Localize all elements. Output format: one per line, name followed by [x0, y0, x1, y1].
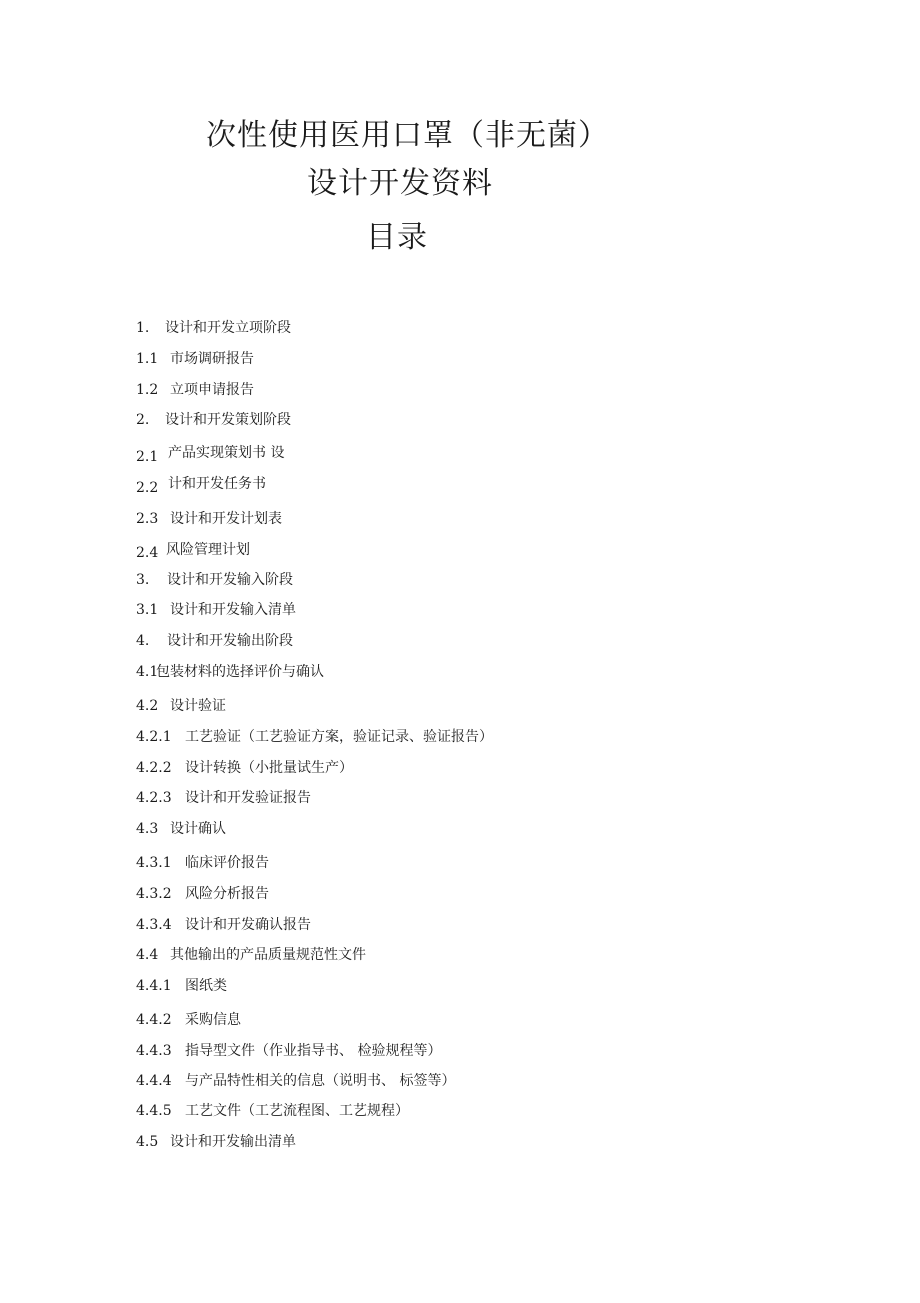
toc-entry [136, 915, 311, 935]
table-of-contents [136, 0, 836, 1303]
toc-entry-number: 2.3 [136, 511, 159, 527]
toc-entry-number: 4.4.3 [136, 1043, 172, 1059]
toc-entry-text: 设计和开发验证报告 [185, 790, 311, 806]
toc-entry [136, 474, 266, 498]
toc-entry-text: 设计和开发策划阶段 [165, 412, 291, 428]
toc-entry-number: 4.5 [136, 1134, 159, 1150]
toc-entry-text: 设计和开发输出阶段 [167, 633, 293, 649]
toc-entry-text: 设计和开发确认报告 [185, 917, 311, 933]
toc-entry-text: 其他输出的产品质量规范性文件 [170, 947, 366, 963]
document-title: 次性使用医用口罩（非无菌） [206, 118, 609, 153]
toc-entry-text: 设计和开发输入阶段 [167, 572, 293, 588]
toc-entry-text: 临床评价报告 [185, 855, 269, 871]
toc-entry-number: 3.1 [136, 602, 159, 618]
toc-entry-text: 设计和开发输入清单 [170, 602, 296, 618]
toc-entry [136, 1071, 455, 1091]
toc-entry-number: 4.4.4 [136, 1073, 172, 1089]
toc-entry [136, 380, 254, 400]
toc-entry [136, 1010, 241, 1030]
toc-entry-number: 4.2.1 [136, 729, 172, 745]
toc-entry-number: 4.4.2 [136, 1012, 172, 1028]
toc-entry-text: 风险管理计划 [166, 542, 250, 558]
toc-entry [136, 443, 284, 467]
toc-entry-text: 设计和开发立项阶段 [165, 320, 291, 336]
toc-entry [136, 945, 366, 965]
toc-entry-number: 1. [136, 320, 150, 336]
toc-entry-number: 2.2 [136, 480, 159, 496]
toc-entry-text: 与产品特性相关的信息（说明书、 标签等） [185, 1073, 456, 1089]
toc-entry [136, 631, 293, 651]
toc-entry [136, 662, 324, 682]
toc-entry-number: 4.3 [136, 821, 159, 837]
toc-entry-text: 设计和开发计划表 [170, 511, 282, 527]
toc-entry [136, 696, 226, 716]
toc-entry [136, 349, 254, 369]
toc-entry-number: 4.3.2 [136, 886, 172, 902]
toc-entry [136, 540, 250, 563]
toc-entry [136, 1132, 296, 1152]
toc-entry-number: 2. [136, 412, 150, 428]
toc-entry [136, 727, 493, 747]
document-subtitle: 设计开发资料 [307, 166, 493, 201]
toc-entry-text: 工艺验证（工艺验证方案，验证记录、验证报告） [185, 729, 493, 745]
toc-entry-number: 4.3.1 [136, 855, 172, 871]
toc-entry [136, 976, 227, 996]
toc-entry-number: 1.1 [136, 351, 159, 367]
toc-entry-text: 市场调研报告 [170, 351, 254, 367]
toc-entry-number: 4.4.1 [136, 978, 172, 994]
toc-entry-number: 4.3.4 [136, 917, 172, 933]
toc-entry [136, 410, 291, 430]
toc-entry-number: 4.1 [136, 664, 159, 680]
toc-entry-text: 包装材料的选择评价与确认 [156, 664, 324, 680]
toc-entry [136, 509, 282, 529]
toc-entry-text: 设计验证 [170, 698, 226, 714]
toc-entry [136, 819, 226, 839]
toc-entry-number: 4.2.3 [136, 790, 172, 806]
toc-entry-number: 4.2 [136, 698, 159, 714]
toc-entry-text: 指导型文件（作业指导书、 检验规程等） [185, 1043, 442, 1059]
toc-entry-text: 产品实现策划书 设 [168, 445, 285, 461]
toc-entry-text: 设计确认 [170, 821, 226, 837]
toc-entry [136, 788, 311, 808]
toc-entry-number: 2.4 [136, 545, 159, 561]
toc-entry-text: 设计转换（小批量试生产） [185, 760, 353, 776]
toc-entry-text: 计和开发任务书 [168, 476, 266, 492]
toc-entry-number: 4. [136, 633, 150, 649]
toc-entry-number: 2.1 [136, 449, 159, 465]
toc-heading: 目录 [366, 220, 428, 255]
toc-entry-text: 采购信息 [185, 1012, 241, 1028]
toc-entry [136, 570, 293, 590]
toc-entry-text: 工艺文件（工艺流程图、工艺规程） [185, 1103, 409, 1119]
toc-entry-text: 设计和开发输出清单 [170, 1134, 296, 1150]
toc-entry-text: 图纸类 [185, 978, 227, 994]
toc-entry-number: 3. [136, 572, 150, 588]
toc-entry [136, 1041, 441, 1061]
toc-entry-number: 4.4.5 [136, 1103, 172, 1119]
toc-entry-text: 立项申请报告 [170, 382, 254, 398]
toc-entry [136, 600, 296, 620]
toc-entry-number: 4.2.2 [136, 760, 172, 776]
toc-entry-text: 风险分析报告 [185, 886, 269, 902]
toc-entry [136, 884, 269, 904]
toc-entry [136, 1101, 409, 1121]
toc-entry-number: 1.2 [136, 382, 159, 398]
toc-entry-number: 4.4 [136, 947, 159, 963]
toc-entry [136, 758, 353, 778]
toc-entry [136, 318, 291, 338]
toc-entry [136, 853, 269, 873]
